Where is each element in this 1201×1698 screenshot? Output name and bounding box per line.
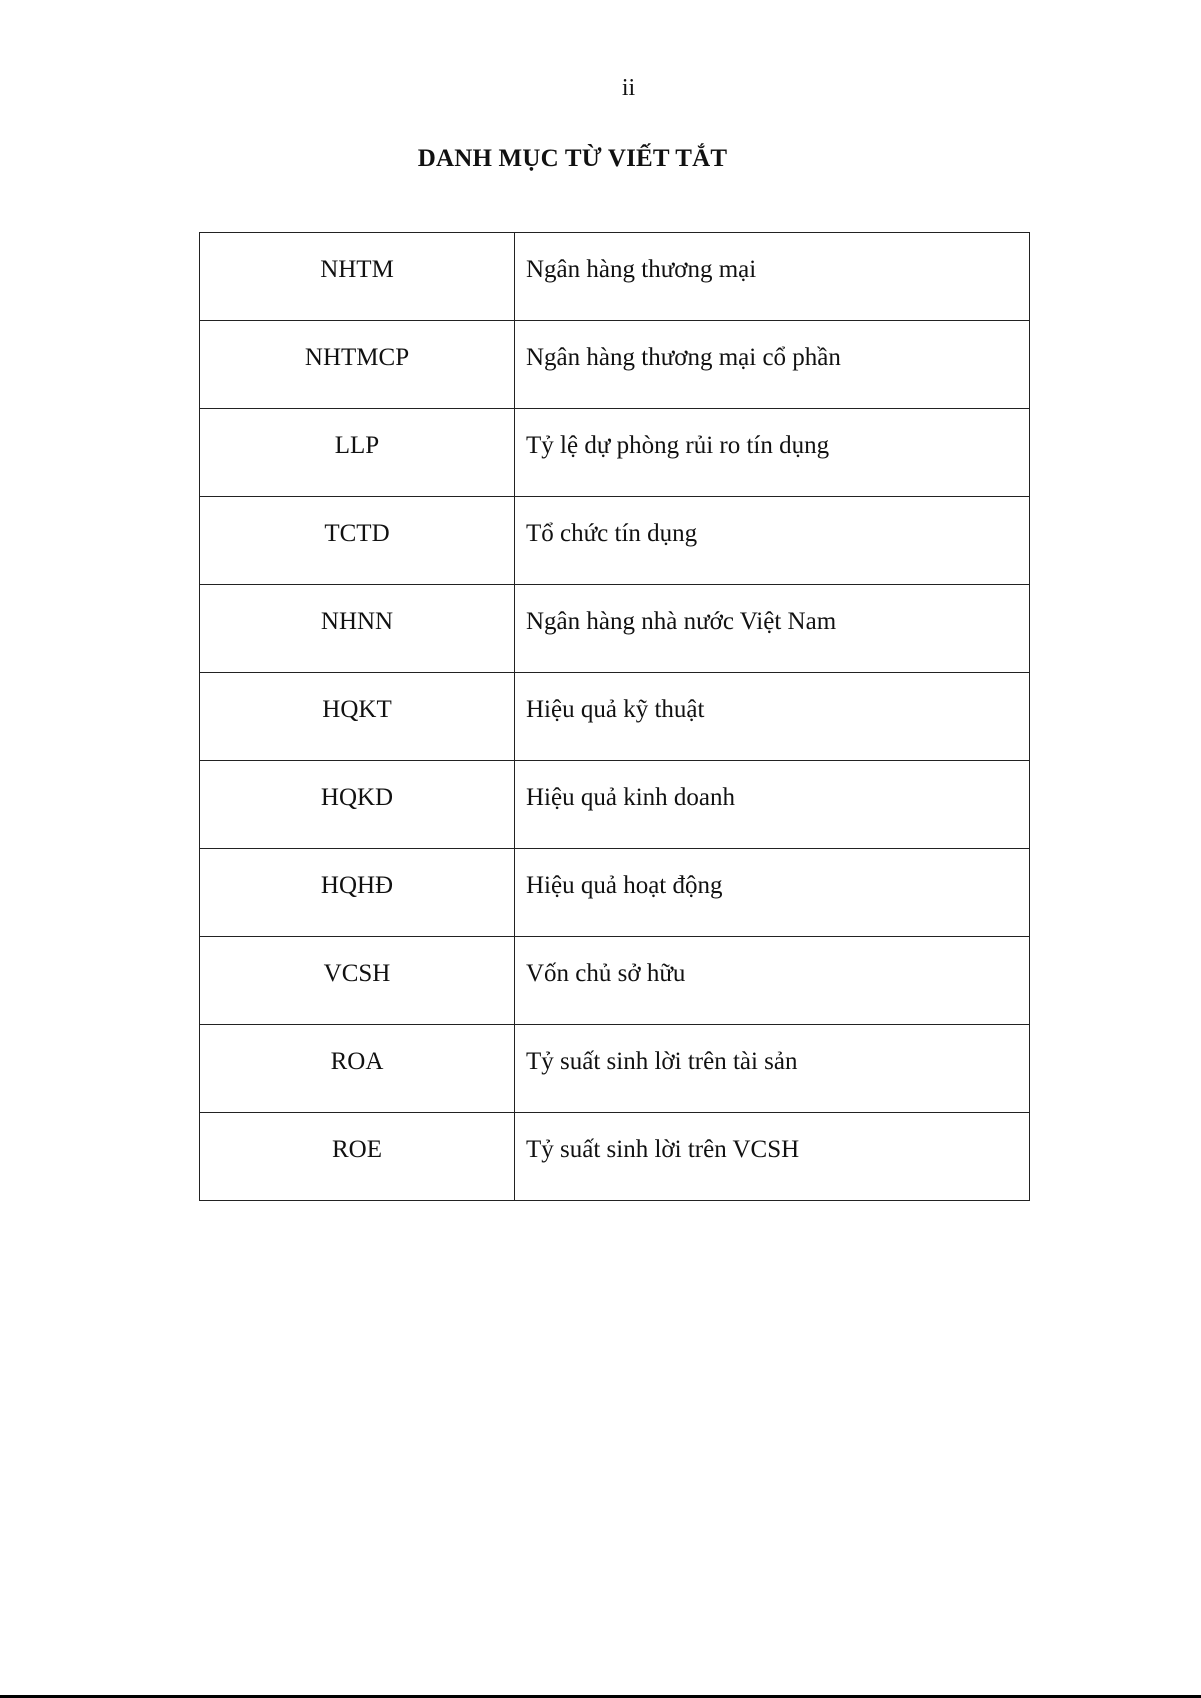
table-row	[200, 673, 1030, 761]
meaning-cell: Tỷ suất sinh lời trên VCSH	[515, 1113, 1030, 1201]
table-row	[200, 849, 1030, 937]
abbreviation-table	[199, 232, 1030, 1201]
meaning-cell: Ngân hàng thương mại cổ phần	[515, 321, 1030, 409]
meaning-cell: Tổ chức tín dụng	[515, 497, 1030, 585]
abbreviation-cell: VCSH	[200, 937, 515, 1025]
meaning-cell: Hiệu quả kỹ thuật	[515, 673, 1030, 761]
abbreviation-cell: NHNN	[200, 585, 515, 673]
abbreviation-cell: LLP	[200, 409, 515, 497]
abbreviation-cell: HQHĐ	[200, 849, 515, 937]
table-row	[200, 1025, 1030, 1113]
abbreviation-cell: ROA	[200, 1025, 515, 1113]
abbreviation-cell: TCTD	[200, 497, 515, 585]
table-row	[200, 233, 1030, 321]
table-row	[200, 937, 1030, 1025]
abbreviation-cell: NHTM	[200, 233, 515, 321]
abbreviation-cell: NHTMCP	[200, 321, 515, 409]
table-row	[200, 761, 1030, 849]
meaning-cell: Tỷ lệ dự phòng rủi ro tín dụng	[515, 409, 1030, 497]
meaning-cell: Hiệu quả kinh doanh	[515, 761, 1030, 849]
table-row	[200, 321, 1030, 409]
page-number: ii	[621, 75, 636, 101]
meaning-cell: Tỷ suất sinh lời trên tài sản	[515, 1025, 1030, 1113]
table-row	[200, 409, 1030, 497]
table-row	[200, 497, 1030, 585]
abbreviation-cell: HQKT	[200, 673, 515, 761]
meaning-cell: Vốn chủ sở hữu	[515, 937, 1030, 1025]
abbreviation-cell: ROE	[200, 1113, 515, 1201]
meaning-cell: Ngân hàng nhà nước Việt Nam	[515, 585, 1030, 673]
meaning-cell: Ngân hàng thương mại	[515, 233, 1030, 321]
meaning-cell: Hiệu quả hoạt động	[515, 849, 1030, 937]
table-row	[200, 585, 1030, 673]
table-row	[200, 1113, 1030, 1201]
page-title: DANH MỤC TỪ VIẾT TẮT	[417, 145, 728, 172]
abbreviation-cell: HQKD	[200, 761, 515, 849]
